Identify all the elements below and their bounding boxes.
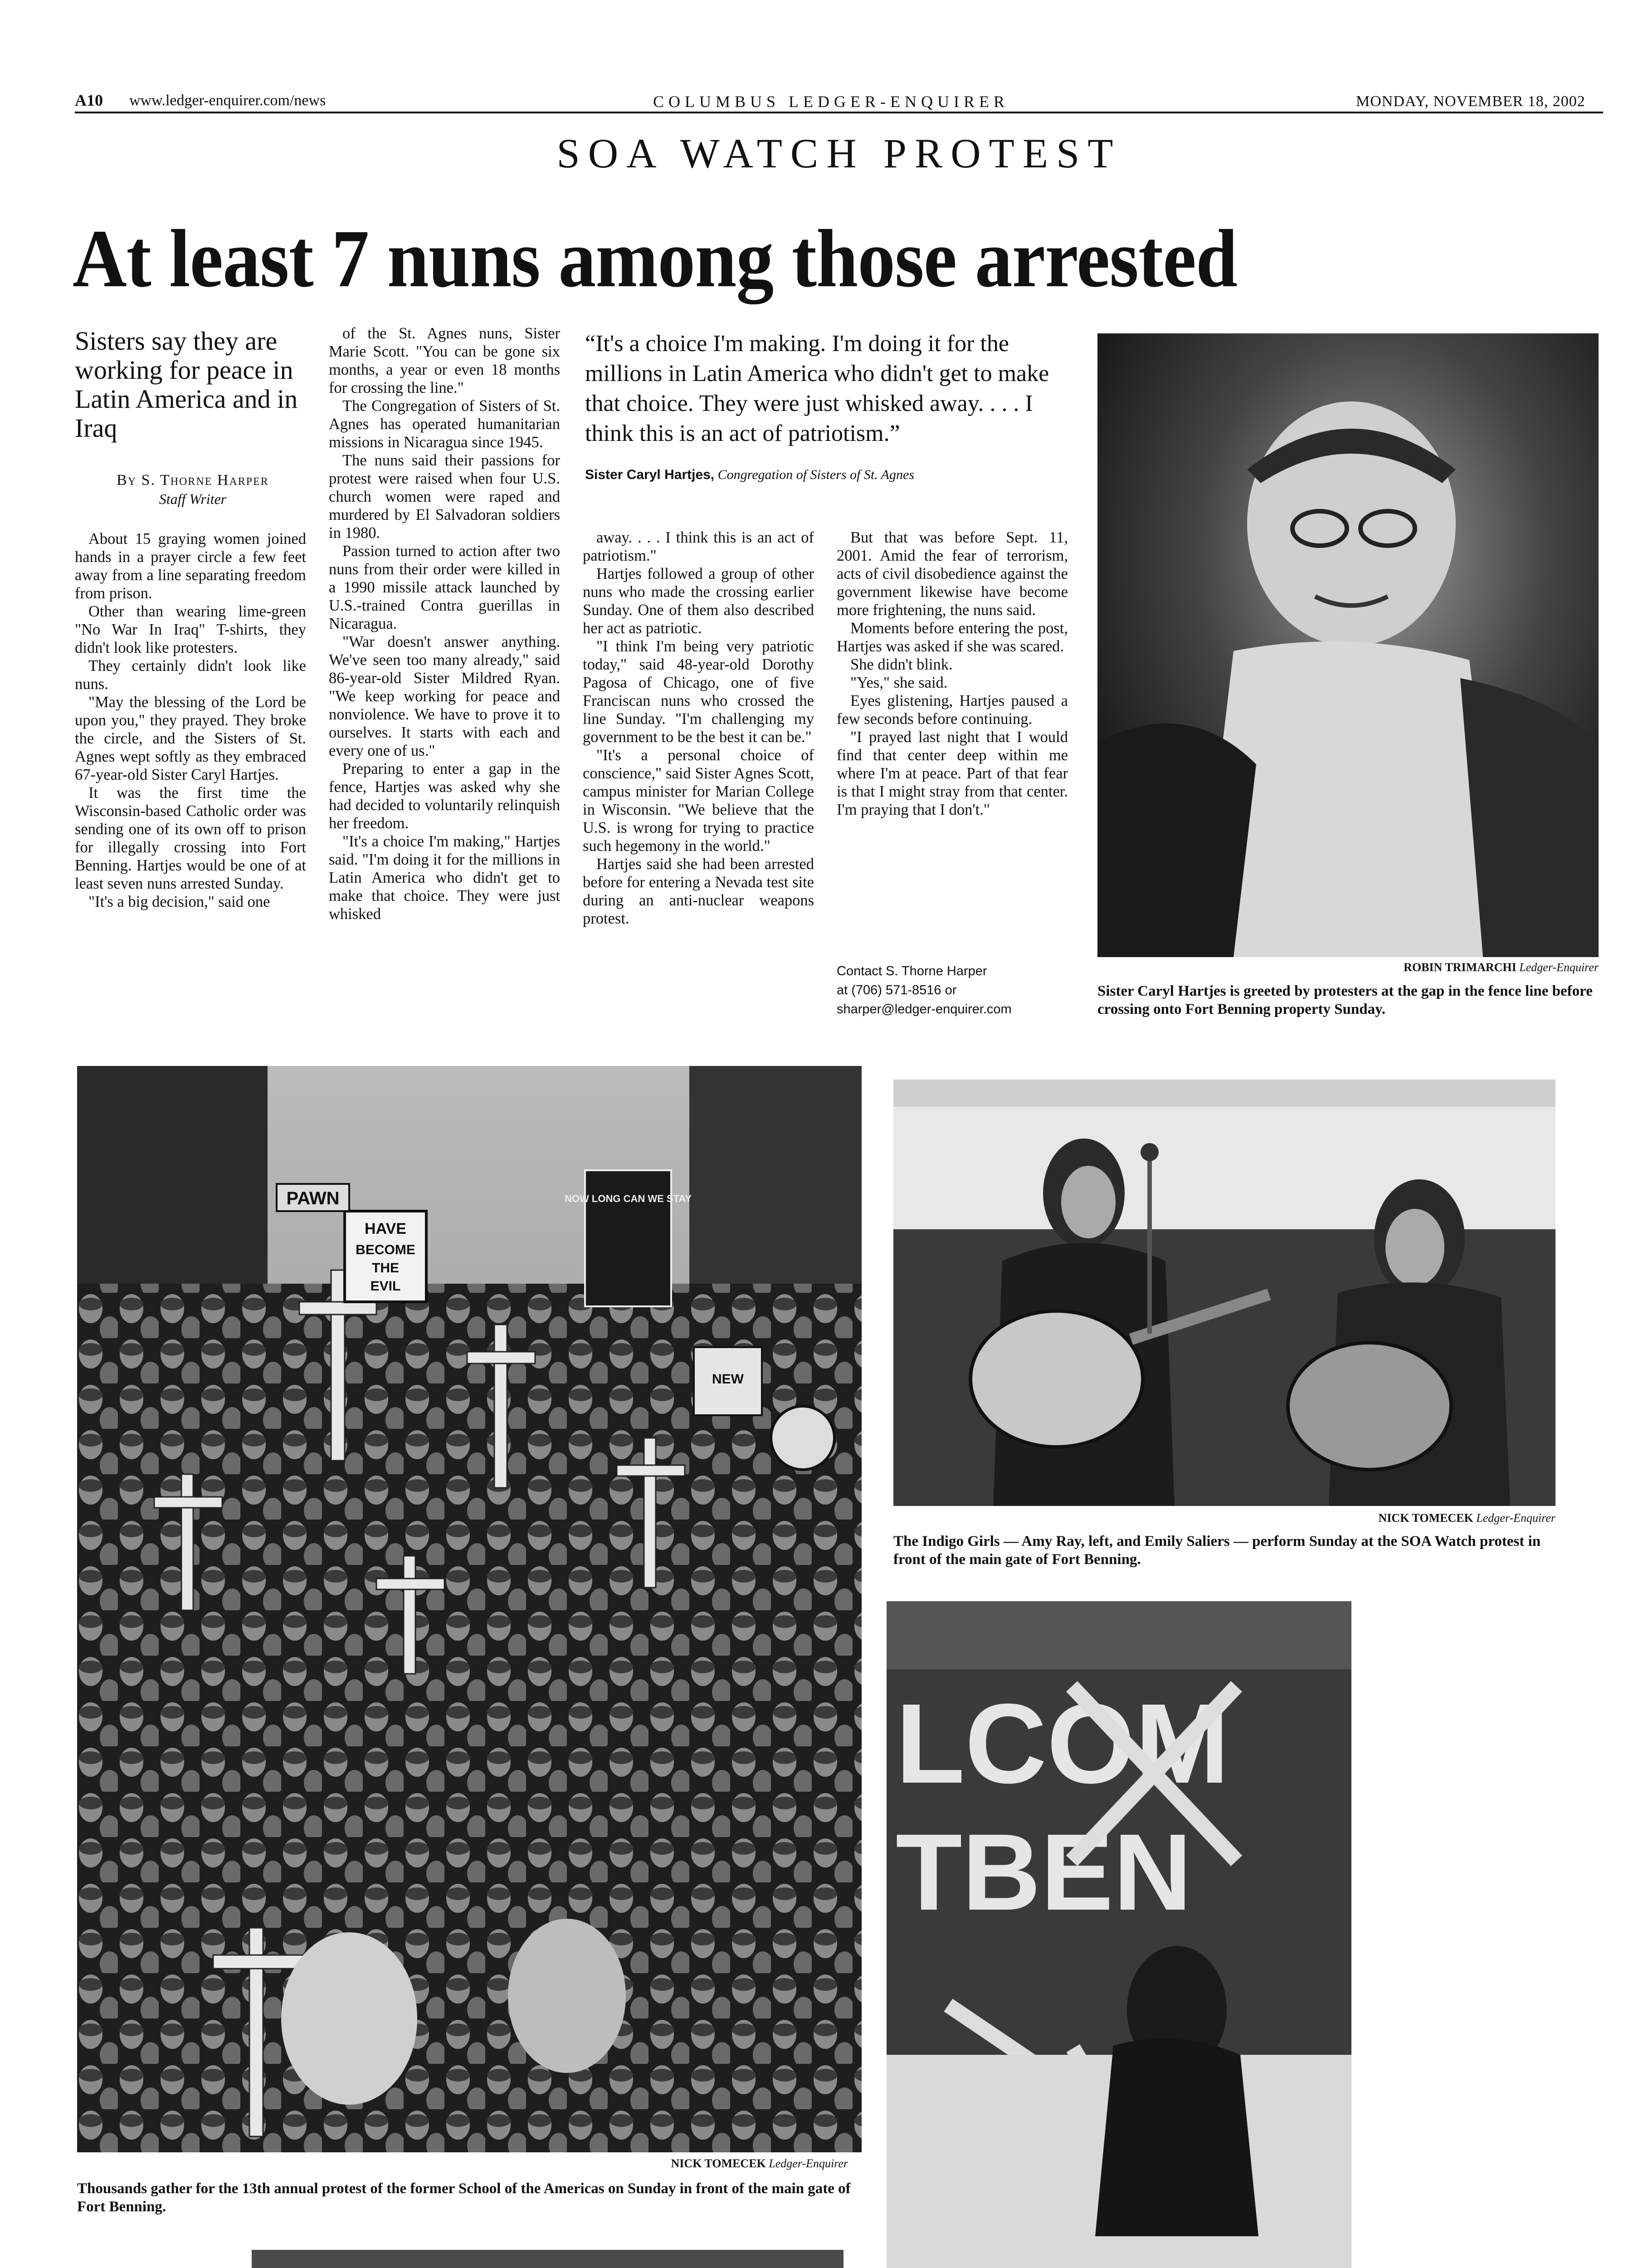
contact-block bbox=[837, 962, 1068, 1019]
photo-hartjes-credit bbox=[1097, 961, 1599, 974]
sign-text: HAVE bbox=[365, 1220, 406, 1237]
photo-hug bbox=[252, 2250, 844, 2268]
sign-text: THE bbox=[372, 1261, 399, 1276]
article-paragraph: Hartjes said she had been arrested before for entering a Nevada test site during an anti-nuclear weapons protest. bbox=[583, 855, 814, 927]
article-column-1 bbox=[75, 530, 306, 911]
credit-name: ROBIN TRIMARCHI bbox=[1404, 961, 1516, 974]
photo-gate-sign-image bbox=[887, 1601, 1351, 2268]
contact-line-1: Contact S. Thorne Harper bbox=[837, 964, 987, 978]
article-paragraph: "It's a choice I'm making," Hartjes said. "I'm doing it for the millions in Latin America who didn't get to make that choice. They were just whisked bbox=[329, 833, 560, 923]
article-paragraph: Eyes glistening, Hartjes paused a few seconds before continuing. bbox=[837, 692, 1068, 728]
photo-indigo-girls bbox=[893, 1080, 1555, 1506]
article-paragraph: The nuns said their passions for protest were raised when four U.S. church women were raped and murdered by El Salvadoran soldiers in 1980. bbox=[329, 452, 560, 542]
article-paragraph: "May the blessing of the Lord be upon you," they prayed. They broke the circle, and the Sisters of St. Agnes wept softly as they embraced 67-year-old Sister Caryl Hartjes. bbox=[75, 694, 306, 783]
byline-title: Staff Writer bbox=[159, 491, 227, 507]
article-paragraph: Passion turned to action after two nuns from their order were killed in a 1990 missile attack launched by U.S.-trained Contra guerillas in Nicaragua. bbox=[329, 543, 560, 632]
photo-gate-sign bbox=[887, 1601, 1351, 2268]
credit-org: Ledger-Enquirer bbox=[1476, 1511, 1555, 1525]
contact-line-2: at (706) 571-8516 or bbox=[837, 983, 957, 997]
photo-hartjes-image bbox=[1097, 333, 1599, 957]
credit-org: Ledger-Enquirer bbox=[769, 2157, 848, 2170]
article-paragraph: But that was before Sept. 11, 2001. Amid the fear of terrorism, acts of civil disobedience against the government likewise have become more frightening, the nuns said. bbox=[837, 529, 1068, 619]
article-paragraph: Moments before entering the post, Hartjes was asked if she was scared. bbox=[837, 620, 1068, 655]
article-paragraph: "I think I'm being very patriotic today," said 48-year-old Dorothy Pagosa of Chicago, one of five Franciscan nuns who crossed the line Sunday. "I'm challenging my government to be the best it can be." bbox=[583, 638, 814, 746]
sign-text: NOW LONG CAN WE STAY bbox=[565, 1193, 692, 1204]
headline: At least 7 nuns among those arrested bbox=[73, 213, 1238, 304]
photo-hug-image bbox=[252, 2250, 844, 2268]
page-url: www.ledger-enquirer.com/news bbox=[129, 92, 326, 109]
article-paragraph: Hartjes followed a group of other nuns who made the crossing earlier Sunday. One of them also described her act as patriotic. bbox=[583, 565, 814, 637]
photo-crowd bbox=[77, 1066, 862, 2152]
article-paragraph: away. . . . I think this is an act of patriotism." bbox=[583, 529, 814, 564]
contact-line-3: sharper@ledger-enquirer.com bbox=[837, 1002, 1012, 1017]
article-paragraph: "War doesn't answer anything. We've seen too many already," said 86-year-old Sister Mildred Ryan. "We keep working for peace and nonviolence. We have to prove it to ourselves. It starts with each and every one of us." bbox=[329, 633, 560, 759]
article-paragraph: of the St. Agnes nuns, Sister Marie Scott. "You can be gone six months, a year or even 18 months for crossing the line." bbox=[329, 325, 560, 396]
article-paragraph: The Congregation of Sisters of St. Agnes has operated humanitarian missions in Nicaragua since 1945. bbox=[329, 397, 560, 451]
pull-quote-affiliation: Congregation of Sisters of St. Agnes bbox=[717, 467, 915, 482]
pull-quote-attribution bbox=[585, 467, 1066, 483]
photo-indigo-caption: The Indigo Girls — Amy Ray, left, and Emily Saliers — perform Sunday at the SOA Watch protest in front of the main gate of Fort Benning. bbox=[893, 1533, 1541, 1568]
pull-quote: “It's a choice I'm making. I'm doing it for the millions in Latin America who didn't get to make that choice. They were just whisked away. . . . I think this is an act of patriotism.” bbox=[585, 331, 1049, 446]
sign-text: PAWN bbox=[286, 1188, 340, 1208]
article-paragraph: They certainly didn't look like nuns. bbox=[75, 657, 306, 693]
page-folio: A10 bbox=[75, 91, 103, 109]
photo-hartjes-caption: Sister Caryl Hartjes is greeted by protesters at the gap in the fence line before crossing onto Fort Benning property Sunday. bbox=[1097, 983, 1593, 1017]
sign-text: EVIL bbox=[370, 1279, 401, 1294]
article-column-3 bbox=[583, 528, 814, 928]
credit-name: NICK TOMECEK bbox=[671, 2157, 766, 2170]
deck: Sisters say they are working for peace in Latin America and in Iraq bbox=[75, 326, 298, 443]
credit-name: NICK TOMECEK bbox=[1378, 1511, 1473, 1525]
article-paragraph: About 15 graying women joined hands in a prayer circle a few feet away from a line separating freedom from prison. bbox=[75, 530, 306, 602]
paper-name: COLUMBUS LEDGER-ENQUIRER bbox=[653, 93, 1009, 111]
article-paragraph: She didn't blink. bbox=[850, 656, 953, 673]
gate-sign-text: LCOM bbox=[896, 1680, 1229, 1807]
byline: By S. Thorne Harper bbox=[117, 472, 269, 489]
article-paragraph: "Yes," she said. bbox=[850, 674, 948, 691]
photo-crowd-image bbox=[77, 1066, 862, 2152]
header-rule bbox=[75, 112, 1603, 113]
article-paragraph: Preparing to enter a gap in the fence, Hartjes was asked why she had decided to voluntarily relinquish her freedom. bbox=[329, 760, 560, 832]
photo-crowd-caption: Thousands gather for the 13th annual protest of the former School of the Americas on Sunday in front of the main gate of Fort Benning. bbox=[77, 2180, 851, 2215]
photo-hartjes bbox=[1097, 333, 1599, 957]
sign-text: BECOME bbox=[356, 1242, 415, 1257]
section-kicker: SOA WATCH PROTEST bbox=[556, 130, 1121, 176]
article-column-2 bbox=[329, 324, 560, 923]
article-paragraph: Other than wearing lime-green "No War In Iraq" T-shirts, they didn't look like protesters. bbox=[75, 603, 306, 656]
page-date: MONDAY, NOVEMBER 18, 2002 bbox=[1356, 93, 1585, 110]
article-column-4 bbox=[837, 528, 1068, 819]
photo-crowd-credit bbox=[77, 2157, 848, 2170]
article-paragraph: "I prayed last night that I would find that center deep within me where I'm at peace. Part of that fear is that I might stray from that center. I'm praying that I don't." bbox=[837, 728, 1068, 818]
photo-indigo-girls-image bbox=[893, 1080, 1555, 1506]
article-paragraph: "It's a personal choice of conscience," said Sister Agnes Scott, campus minister for Marian College in Wisconsin. "We believe that the U.S. is wrong for trying to practice such hegemony in the world." bbox=[583, 747, 814, 855]
pull-quote-name: Sister Caryl Hartjes, bbox=[585, 467, 715, 482]
article-paragraph: "It's a big decision," said one bbox=[88, 893, 270, 910]
photo-indigo-credit bbox=[893, 1511, 1555, 1525]
credit-org: Ledger-Enquirer bbox=[1519, 961, 1599, 974]
sign-text: NEW bbox=[712, 1372, 744, 1387]
article-paragraph: It was the first time the Wisconsin-based Catholic order was sending one of its own off to prison for illegally crossing into Fort Benning. Hartjes would be one of at least seven nuns arrested Sunday. bbox=[75, 784, 306, 892]
gate-sign-text-2: TBEN bbox=[896, 1811, 1192, 1933]
